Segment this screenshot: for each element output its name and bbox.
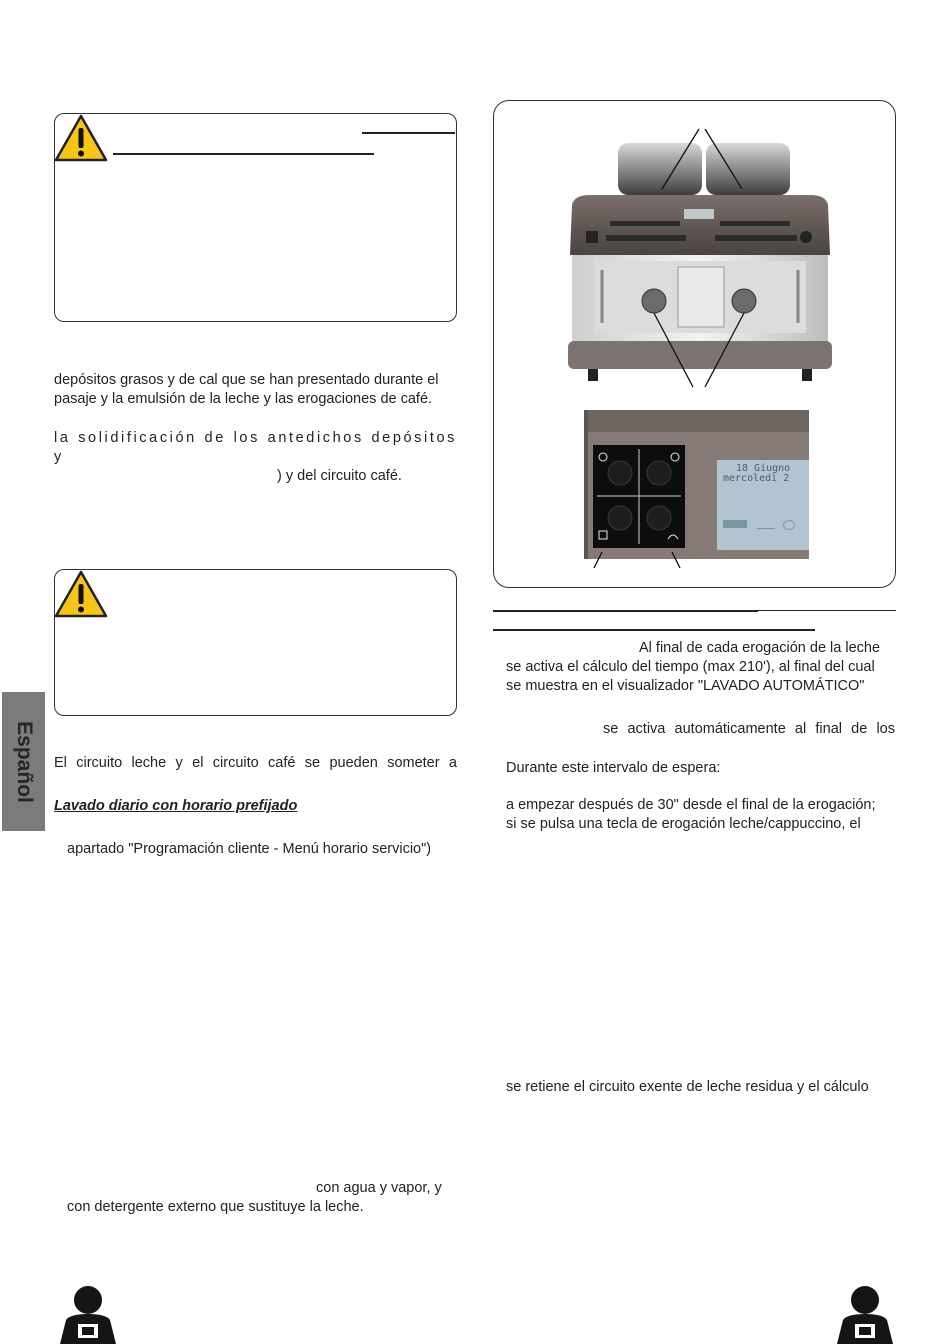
body-text: se activa el cálculo del tiempo (max 210'), al final del cual: [506, 659, 875, 675]
body-text: Al final de cada erogación de la leche: [639, 640, 881, 656]
divider-line: [493, 610, 758, 612]
body-text: se muestra en el visualizador "LAVADO AUTOMÁTICO": [506, 678, 865, 694]
body-text: la solidificación de los antedichos depósitos y: [54, 430, 457, 465]
body-text: se activa automáticamente al final de los: [603, 721, 895, 737]
body-text: depósitos grasos y de cal que se han presentado durante el: [54, 372, 439, 388]
callout-lines: [590, 550, 690, 570]
divider-line: [493, 629, 815, 631]
warning-icon: [54, 113, 108, 163]
lcd-line-2: mercoledì 2: [723, 473, 790, 484]
body-text: pasaje y la emulsión de la leche y las erogaciones de café.: [54, 391, 433, 407]
language-tab-label: Español: [12, 720, 36, 803]
warning-icon: [54, 569, 108, 619]
lcd-display: [717, 460, 809, 550]
barista-logo-icon: [58, 1284, 118, 1344]
body-text: apartado "Programación cliente - Menú horario servicio"): [67, 841, 432, 857]
warning-box-2: [54, 569, 457, 716]
coffee-machine-image: [560, 125, 840, 390]
lcd-line-1: 18 Giugno: [736, 463, 791, 474]
body-text: se retiene el circuito exente de leche residua y el cálculo: [506, 1079, 869, 1095]
control-panel-image: [584, 410, 809, 559]
warning-box-1: [54, 113, 457, 322]
body-text: El circuito leche y el circuito café se pueden someter a: [54, 755, 457, 771]
divider-line: [362, 132, 455, 134]
section-heading: Lavado diario con horario prefijado: [54, 798, 298, 814]
body-text: ) y del circuito café.: [277, 468, 402, 484]
body-text: a empezar después de 30" desde el final de la erogación;: [506, 797, 876, 813]
body-text: con detergente externo que sustituye la leche.: [67, 1199, 364, 1215]
language-tab: [2, 692, 45, 831]
barista-logo-icon: [835, 1284, 895, 1344]
divider-line: [113, 153, 374, 155]
body-text: con agua y vapor, y: [316, 1180, 442, 1196]
body-text: Durante este intervalo de espera:: [506, 760, 721, 776]
body-text: si se pulsa una tecla de erogación leche/cappuccino, el: [506, 816, 861, 832]
